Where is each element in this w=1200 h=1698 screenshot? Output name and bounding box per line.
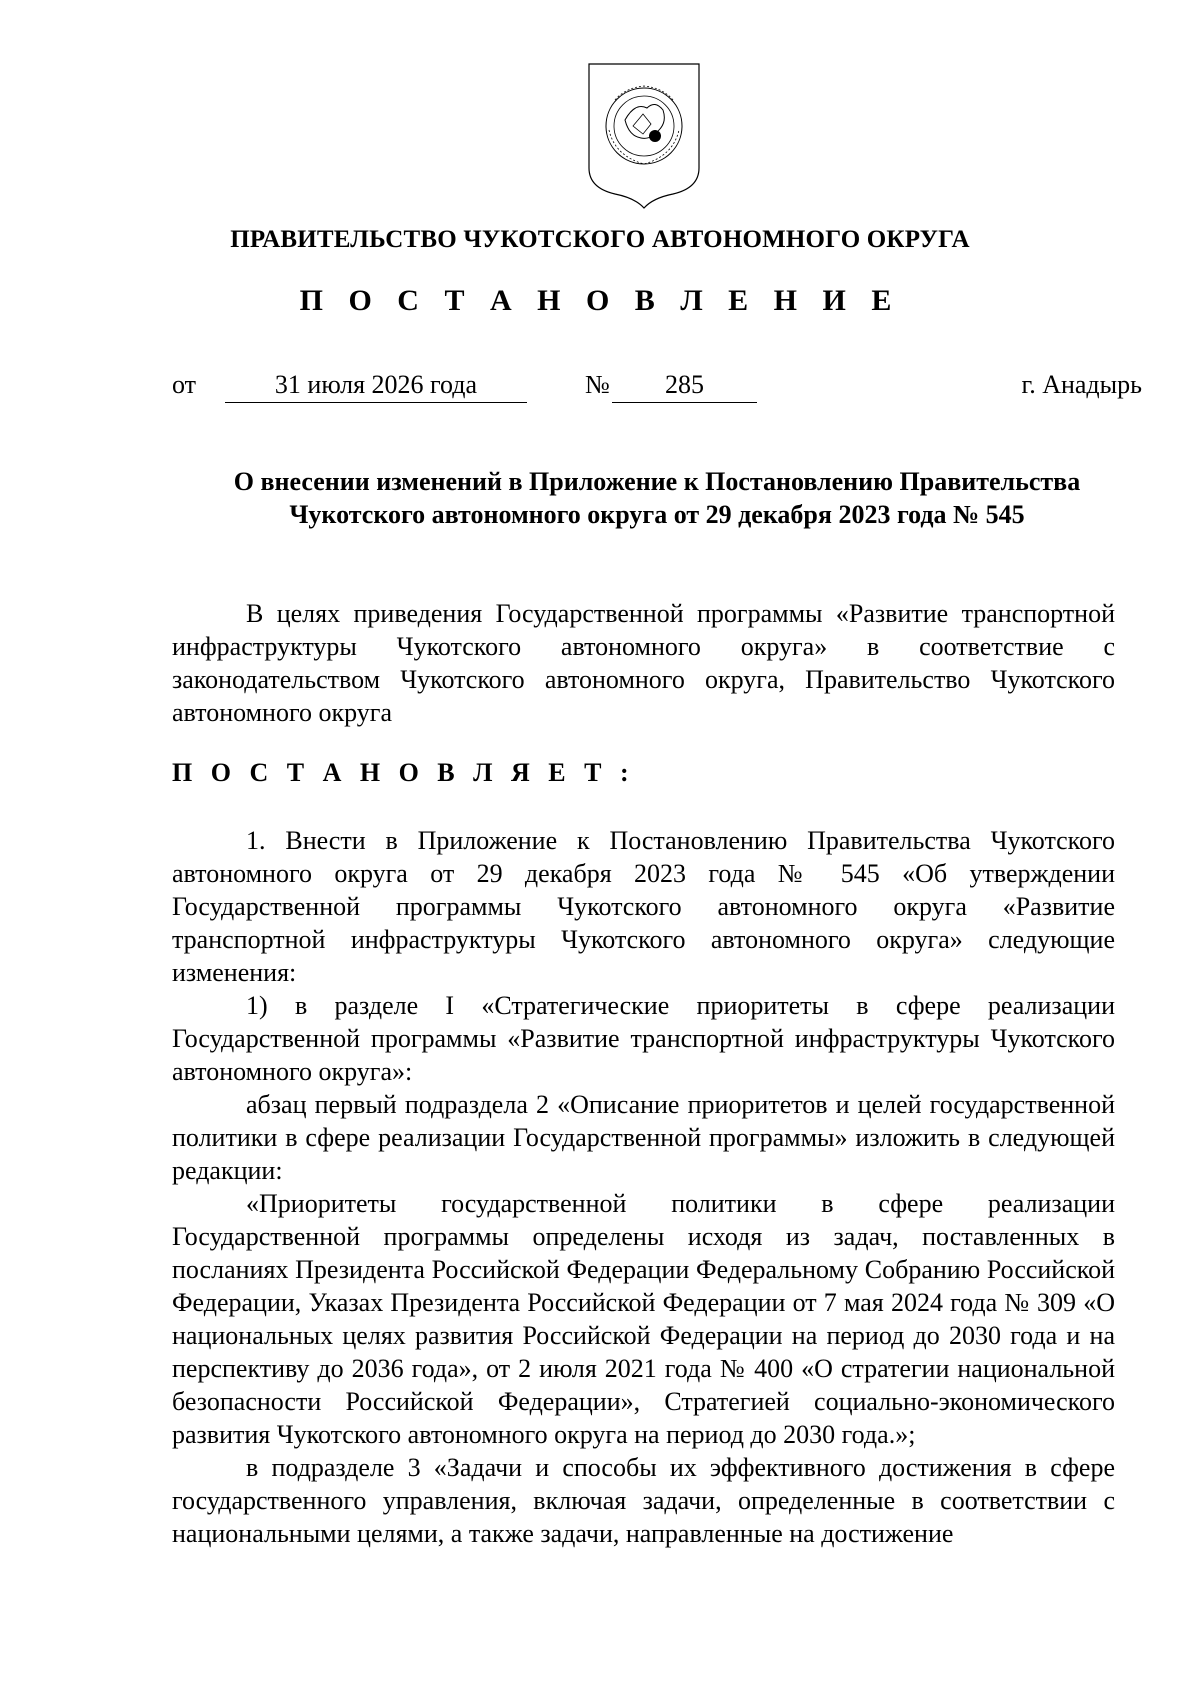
document-number: 285	[612, 370, 757, 403]
coat-of-arms-chukotka-icon	[585, 60, 703, 210]
resolves-heading: П О С Т А Н О В Л Я Е Т :	[172, 758, 635, 787]
document-date: 31 июля 2026 года	[225, 370, 527, 403]
document-type-title: П О С Т А Н О В Л Е Н И Е	[299, 284, 901, 317]
body-paragraph-4: «Приоритеты государственной политики в сфере реализации Государственной программы определены исходя из задач, поставленных в посланиях Президента Российской Федерации Федеральному Собранию Российской Федерации, Указах Президента Российской Федерации от 7 мая 2024 года № 309 «О национальных целях развития Российской Федерации на период до 2030 года и на перспективу до 2036 года», от 2 июля 2021 года № 400 «О стратегии национальной безопасности Российской Федерации», Стратегией социально-экономического развития Чукотского автономного округа на период до 2030 года.»;	[172, 1189, 1115, 1449]
heading-line-1: О внесении изменений в Приложение к Постановлению Правительства	[233, 467, 1081, 496]
intro-paragraph	[172, 597, 1115, 729]
intro-text: В целях приведения Государственной программы «Развитие транспортной инфраструктуры Чукотского автономного округа» в соответствие с законодательством Чукотского автономного округа, Правительство Чукотского автономного округа	[172, 599, 1115, 727]
document-meta-row	[172, 370, 1142, 410]
body-paragraph-3: абзац первый подраздела 2 «Описание приоритетов и целей государственной политики в сфере реализации Государственной программы» изложить в следующей редакции:	[172, 1090, 1115, 1185]
body-paragraph-5: в подразделе 3 «Задачи и способы их эффективного достижения в сфере государственного управления, включая задачи, определенные в соответствии с национальными целями, а также задачи, направленные на достижение	[172, 1453, 1115, 1548]
body-paragraph-2: 1) в разделе I «Стратегические приоритеты в сфере реализации Государственной программы «Развитие транспортной инфраструктуры Чукотского автономного округа»:	[172, 991, 1115, 1086]
body-paragraph-1: 1. Внести в Приложение к Постановлению Правительства Чукотского автономного округа от 29 декабря 2023 года № 545 «Об утверждении Государственной программы Чукотского автономного округа «Развитие транспортной инфраструктуры Чукотского автономного округа» следующие изменения:	[172, 826, 1115, 987]
document-heading	[172, 465, 1142, 531]
main-body	[172, 824, 1115, 1550]
date-label: от	[172, 370, 197, 399]
document-city: г. Анадырь	[1021, 370, 1142, 399]
heading-line-2: Чукотского автономного округа от 29 декабря 2023 года № 545	[289, 500, 1025, 529]
number-label: №	[585, 370, 610, 399]
government-title: ПРАВИТЕЛЬСТВО ЧУКОТСКОГО АВТОНОМНОГО ОКРУГА	[230, 226, 970, 253]
